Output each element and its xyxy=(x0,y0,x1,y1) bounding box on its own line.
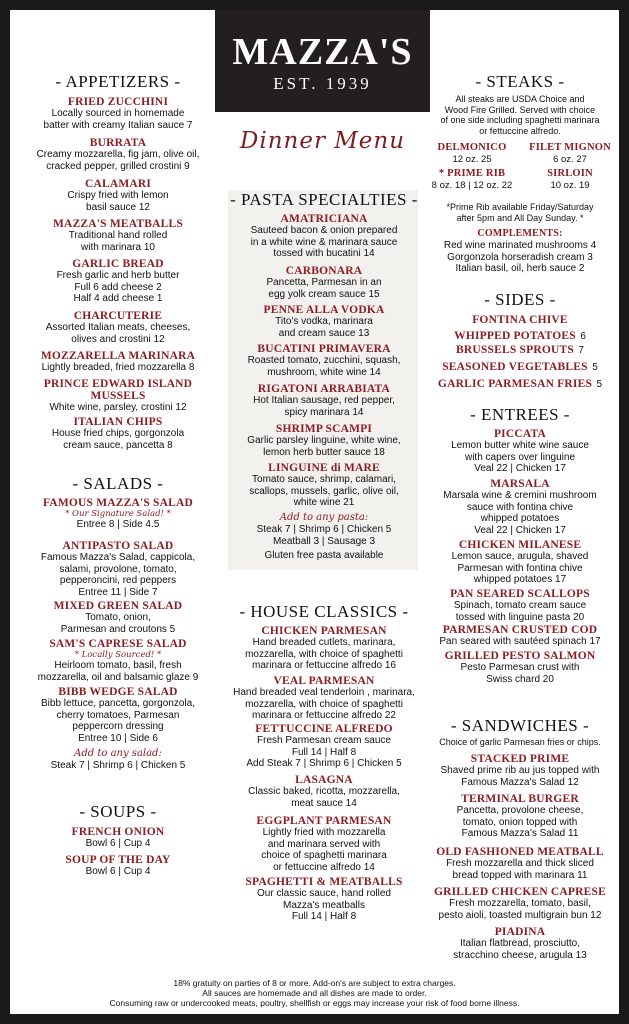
sandwiches-intro xyxy=(422,737,618,748)
item-desc: mozzarella, with choice of spaghetti xyxy=(245,698,403,710)
item-desc: Assorted Italian meats, cheeses, xyxy=(45,322,191,333)
left-column xyxy=(20,10,216,1014)
item-name: GARLIC PARMESAN FRIES xyxy=(437,378,593,390)
item-desc: mozzarella, with choice of spaghetti xyxy=(245,648,403,660)
menu-item xyxy=(422,478,618,536)
item-name: OLD FASHIONED MEATBALL xyxy=(436,846,604,858)
item-desc: spicy marinara 14 xyxy=(284,406,364,418)
item-desc: Veal 22 | Chicken 17 xyxy=(474,463,566,474)
item-desc: white wine 21 xyxy=(293,497,355,508)
menu-item xyxy=(228,723,420,770)
menu-item xyxy=(422,539,618,586)
pasta-addon xyxy=(228,512,420,547)
item-name: VEAL PARMESAN xyxy=(273,675,375,687)
steaks-intro xyxy=(422,94,618,136)
item-price: 8 oz. 18 | 12 oz. 22 xyxy=(431,180,513,191)
item-name-line2: MUSSELS xyxy=(90,390,146,402)
item-desc: batter with creamy Italian sauce 7 xyxy=(43,119,193,131)
item-desc: Full 6 add cheese 2 xyxy=(74,281,162,293)
footer-line: All sauces are homemade and all dishes are made to order. xyxy=(202,988,427,998)
item-desc: Lightly fried with mozzarella xyxy=(262,827,386,838)
sandwiches-heading: - SANDWICHES - xyxy=(450,716,590,735)
steak-item xyxy=(522,142,618,166)
item-desc: Roasted tomato, zucchini, squash, xyxy=(247,355,401,366)
menu-item xyxy=(20,638,216,683)
item-desc: Fresh garlic and herb butter xyxy=(56,270,180,281)
item-desc: Pancetta, Parmesan in an xyxy=(266,277,382,288)
item-desc: pesto aioli, toasted multigrain bun 12 xyxy=(438,909,602,921)
item-name: PICCATA xyxy=(493,428,547,440)
right-column xyxy=(422,10,618,1014)
gluten-note xyxy=(228,550,420,562)
salad-addon xyxy=(20,748,216,772)
item-name: ANTIPASTO SALAD xyxy=(62,540,174,552)
menu-item xyxy=(422,428,618,475)
item-desc: mushroom, white wine 14 xyxy=(267,366,381,378)
item-name: FRIED ZUCCHINI xyxy=(67,96,169,108)
item-desc: basil sauce 12 xyxy=(86,201,150,213)
item-desc: tossed with bucatini 14 xyxy=(273,248,375,259)
item-name: CHARCUTERIE xyxy=(73,310,163,322)
prime-rib-note xyxy=(422,202,618,223)
item-name-line2: WHIPPED POTATOES xyxy=(454,330,576,342)
item-desc: pepperoncini, red peppers xyxy=(59,575,177,586)
item-desc: Entree 11 | Side 7 xyxy=(78,586,158,598)
item-name: SIRLOIN xyxy=(547,168,593,179)
item-name: GRILLED CHICKEN CAPRESE xyxy=(433,886,607,898)
item-name: PRINCE EDWARD ISLAND xyxy=(43,378,193,390)
item-name: MOZZARELLA MARINARA xyxy=(40,350,196,362)
menu-item xyxy=(20,218,216,253)
item-desc: Lemon sauce, arugula, shaved xyxy=(451,551,589,562)
menu-item xyxy=(228,423,420,458)
menu-item xyxy=(20,416,216,451)
menu-page xyxy=(10,10,619,1014)
item-desc: egg yolk cream sauce 15 xyxy=(268,288,380,300)
entrees-heading: - ENTREES - xyxy=(470,405,570,424)
item-desc: or fettuccine alfredo 14 xyxy=(273,861,375,873)
complement-line: Italian basil, oil, herb sauce 2 xyxy=(455,263,585,274)
item-name: MAZZA'S MEATBALLS xyxy=(52,218,184,230)
item-desc: Full 14 | Half 8 xyxy=(291,746,357,758)
item-desc: Add Steak 7 | Shrimp 6 | Chicken 5 xyxy=(246,758,402,769)
item-desc: Traditional hand rolled xyxy=(68,230,168,241)
menu-item xyxy=(20,350,216,374)
item-name: SHRIMP SCAMPI xyxy=(275,423,373,435)
item-name: AMATRICIANA xyxy=(280,213,368,225)
item-desc: Hand breaded veal tenderloin , marinara, xyxy=(233,687,415,698)
item-desc: Tomato sauce, shrimp, calamari, xyxy=(252,474,396,485)
intro-line: or fettuccine alfredo. xyxy=(479,125,561,136)
item-desc: Fresh mozzarella, tomato, basil, xyxy=(449,898,591,909)
menu-item xyxy=(228,213,420,260)
item-desc: Bowl 6 | Cup 4 xyxy=(85,866,151,877)
item-desc: Full 14 | Half 8 xyxy=(291,911,357,922)
item-desc: Fresh Parmesan cream sauce xyxy=(257,735,391,746)
item-desc: Fresh mozzarella and thick sliced xyxy=(446,858,594,869)
classics-heading: - HOUSE CLASSICS - xyxy=(239,602,409,621)
item-desc: Creamy mozzarella, fig jam, olive oil, xyxy=(36,149,200,160)
item-name: CALAMARI xyxy=(84,178,152,190)
item-desc: lemon herb butter sauce 18 xyxy=(263,446,385,458)
item-name: PIADINA xyxy=(494,926,546,938)
item-name: FAMOUS MAZZA'S SALAD xyxy=(42,497,194,509)
item-name: BRUSSELS SPROUTS xyxy=(456,344,574,356)
salads-heading: - SALADS - xyxy=(72,474,164,493)
item-price: 5 xyxy=(592,362,598,373)
item-desc: Swiss chard 20 xyxy=(486,673,554,685)
item-name: CHICKEN MILANESE xyxy=(458,539,582,551)
item-desc: Parmesan with fontina chive xyxy=(457,562,583,574)
item-desc: Locally sourced in homemade xyxy=(51,108,185,119)
addon-text: Steak 7 | Shrimp 6 | Chicken 5 xyxy=(50,760,186,771)
item-desc: Hand breaded cutlets, marinara, xyxy=(252,637,396,648)
item-desc: Half 4 add cheese 1 xyxy=(73,293,163,304)
addon-title: Add to any pasta: xyxy=(279,512,369,523)
menu-item xyxy=(228,876,420,923)
item-name: TERMINAL BURGER xyxy=(461,793,579,805)
side-item xyxy=(422,340,618,358)
item-desc: Tomato, onion, xyxy=(85,612,151,623)
item-name: BUCATINI PRIMAVERA xyxy=(257,343,391,355)
item-desc: stracchino cheese, arugula 13 xyxy=(453,949,587,961)
menu-item xyxy=(422,793,618,840)
item-desc: scallops, mussels, garlic, olive oil, xyxy=(249,485,399,497)
item-note: * Locally Sourced! * xyxy=(74,650,162,660)
item-desc: cracked pepper, grilled crostini 9 xyxy=(46,160,190,172)
menu-item xyxy=(228,462,420,509)
item-name: GARLIC BREAD xyxy=(72,258,164,270)
item-name: RIGATONI ARRABIATA xyxy=(257,383,391,395)
footer-disclaimer xyxy=(10,978,619,1008)
item-desc: Shaved prime rib au jus topped with xyxy=(440,765,600,776)
item-name: SPAGHETTI & MEATBALLS xyxy=(245,876,403,888)
item-desc: Our classic sauce, hand rolled xyxy=(257,888,391,899)
menu-item xyxy=(20,96,216,131)
item-desc: Pesto Parmesan crust with xyxy=(460,662,580,673)
item-desc: Famous Mazza's Salad 12 xyxy=(461,776,579,788)
steak-item xyxy=(418,168,526,192)
soups-heading: - SOUPS - xyxy=(79,802,157,821)
menu-item xyxy=(422,588,618,623)
footer-line: 18% gratuity on parties of 8 or more. Add-on's are subject to extra charges. xyxy=(173,978,456,988)
menu-item xyxy=(20,258,216,305)
item-desc: Pancetta, provolone cheese, xyxy=(456,805,584,816)
item-name: PARMESAN CRUSTED COD xyxy=(442,624,598,636)
item-desc: tossed with linguine pasta 20 xyxy=(455,611,585,623)
item-desc: tomato, onion topped with xyxy=(462,816,578,828)
addon-text: Steak 7 | Shrimp 6 | Chicken 5 xyxy=(256,524,392,535)
menu-item xyxy=(20,310,216,345)
item-name: SAM'S CAPRESE SALAD xyxy=(49,638,187,650)
menu-item xyxy=(228,675,420,722)
restaurant-name: MAZZA'S xyxy=(232,31,413,73)
item-name: DELMONICO xyxy=(437,142,507,153)
item-desc: Parmesan and croutons 5 xyxy=(60,623,176,635)
footer-line: Consuming raw or undercooked meats, poultry, shellfish or eggs may increase your risk of food borne illness. xyxy=(109,998,520,1008)
item-desc: meat sauce 14 xyxy=(291,797,357,809)
menu-item xyxy=(228,265,420,300)
item-name: CARBONARA xyxy=(285,265,363,277)
item-desc: Tito's vodka, marinara xyxy=(275,316,373,327)
intro-line: Choice of garlic Parmesan fries or chips. xyxy=(439,737,601,747)
item-name: STACKED PRIME xyxy=(470,753,570,765)
item-desc: whipped potatoes xyxy=(480,513,560,524)
note-line: *Prime Rib available Friday/Saturday xyxy=(446,202,594,212)
item-name: PENNE ALLA VODKA xyxy=(263,304,385,316)
sides-heading: - SIDES - xyxy=(484,290,556,309)
gluten-text: Gluten free pasta available xyxy=(264,550,384,561)
item-desc: cherry tomatoes, Parmesan xyxy=(56,709,180,721)
item-desc: Famous Mazza's Salad 11 xyxy=(461,828,579,839)
menu-subtitle: Dinner Menu xyxy=(239,128,406,154)
item-desc: salami, provolone, tomato, xyxy=(59,563,177,575)
item-desc: marinara or fettuccine alfredo 22 xyxy=(252,710,396,721)
menu-item xyxy=(20,137,216,172)
item-desc: Lightly breaded, fried mozzarella 8 xyxy=(41,362,195,373)
item-price: 7 xyxy=(578,345,584,356)
item-desc: Hot Italian sausage, red pepper, xyxy=(253,395,395,406)
menu-item xyxy=(422,624,618,648)
menu-item xyxy=(228,815,420,873)
item-name: FONTINA CHIVE xyxy=(472,314,568,326)
item-desc: Entree 10 | Side 6 xyxy=(78,732,158,744)
menu-item xyxy=(228,304,420,339)
item-desc: House fried chips, gorgonzola xyxy=(51,428,185,439)
item-desc: Famous Mazza's Salad, cappicola, xyxy=(40,552,196,563)
item-desc: Garlic parsley linguine, white wine, xyxy=(247,435,401,446)
menu-item xyxy=(20,600,216,635)
menu-item xyxy=(20,686,216,744)
item-desc: in a white wine & marinara sauce xyxy=(250,236,398,248)
item-desc: Pan seared with sautéed spinach 17 xyxy=(439,636,601,647)
item-name: LASAGNA xyxy=(295,774,353,786)
established-year: EST. 1939 xyxy=(273,74,372,93)
complements xyxy=(422,228,618,275)
menu-item xyxy=(422,846,618,881)
item-desc: bread topped with marinara 11 xyxy=(452,869,588,881)
menu-item xyxy=(20,497,216,531)
item-desc: with capers over linguine xyxy=(464,451,576,463)
menu-item xyxy=(228,625,420,672)
item-price: 12 oz. 25 xyxy=(452,154,492,165)
item-desc: Classic baked, ricotta, mozzarella, xyxy=(248,786,400,797)
item-desc: Bibb lettuce, pancetta, gorgonzola, xyxy=(41,698,195,709)
note-line: after 5pm and All Day Sunday. * xyxy=(456,212,584,223)
item-price: 10 oz. 19 xyxy=(550,180,590,191)
menu-item xyxy=(422,753,618,788)
menu-item xyxy=(20,540,216,598)
item-desc: peppercorn dressing xyxy=(72,721,164,732)
item-name: * PRIME RIB xyxy=(438,168,506,179)
item-name: ITALIAN CHIPS xyxy=(73,416,163,428)
steaks-heading: - STEAKS - xyxy=(475,72,565,91)
item-desc: White wine, parsley, crostini 12 xyxy=(49,402,187,413)
pasta-heading: - PASTA SPECIALTIES - xyxy=(230,190,418,209)
complements-title: COMPLEMENTS: xyxy=(477,228,563,239)
side-item xyxy=(422,374,618,392)
menu-item xyxy=(20,378,216,414)
item-desc: marinara or fettuccine alfredo 16 xyxy=(252,660,396,671)
item-name: MIXED GREEN SALAD xyxy=(53,600,183,612)
item-desc: Sauteed bacon & onion prepared xyxy=(250,225,398,236)
item-name: LINGUINE di MARE xyxy=(268,462,380,474)
addon-text: Meatball 3 | Sausage 3 xyxy=(272,535,376,547)
addon-title: Add to any salad: xyxy=(74,748,162,759)
item-desc: and cream sauce 13 xyxy=(278,327,370,339)
item-price: 6 oz. 27 xyxy=(553,154,587,165)
item-price: 5 xyxy=(596,379,603,390)
intro-line: of one side including spaghetti marinara xyxy=(440,115,600,125)
complement-line: Gorgonzola horseradish cream 3 xyxy=(447,251,593,263)
intro-line: All steaks are USDA Choice and xyxy=(455,94,585,104)
item-desc: whipped potatoes 17 xyxy=(473,574,567,585)
item-desc: Marsala wine & cremini mushroom xyxy=(443,490,597,501)
item-desc: choice of spaghetti marinara xyxy=(261,850,387,861)
item-desc: Mazza's meatballs xyxy=(283,899,365,911)
complement-line: Red wine marinated mushrooms 4 xyxy=(443,240,597,251)
item-desc: sauce with fontina chive xyxy=(466,501,574,513)
item-desc: mozzarella, oil and balsamic glaze 9 xyxy=(37,671,199,683)
intro-line: Wood Fire Grilled. Served with choice xyxy=(444,104,596,115)
menu-item xyxy=(20,854,216,878)
item-name: PAN SEARED SCALLOPS xyxy=(450,588,590,600)
menu-item xyxy=(422,886,618,921)
menu-item xyxy=(20,178,216,213)
item-name: MARSALA xyxy=(490,478,550,490)
item-name: GRILLED PESTO SALMON xyxy=(444,650,596,662)
item-desc: Heirloom tomato, basil, fresh xyxy=(54,660,182,671)
item-name: BURRATA xyxy=(89,137,147,149)
menu-item xyxy=(20,826,216,850)
item-desc: Entree 8 | Side 4.5 xyxy=(76,519,160,530)
item-name: EGGPLANT PARMESAN xyxy=(256,815,392,827)
menu-item xyxy=(228,774,420,809)
item-desc: Crispy fried with lemon xyxy=(67,190,169,201)
item-desc: with marinara 10 xyxy=(81,241,155,253)
item-desc: olives and crostini 12 xyxy=(71,333,165,345)
item-desc: Lemon butter white wine sauce xyxy=(451,440,589,451)
item-name: FILET MIGNON xyxy=(529,142,611,153)
appetizers-heading: - APPETIZERS - xyxy=(55,72,181,91)
item-name: FRENCH ONION xyxy=(71,826,165,838)
middle-column xyxy=(228,10,420,1014)
item-price: 6 xyxy=(580,331,586,342)
item-desc: Spinach, tomato cream sauce xyxy=(453,600,587,611)
menu-item xyxy=(228,343,420,378)
menu-item xyxy=(228,383,420,418)
steak-item xyxy=(424,142,520,166)
menu-item xyxy=(422,650,618,685)
item-note: * Our Signature Salad! * xyxy=(65,509,171,519)
item-name: SEASONED VEGETABLES xyxy=(442,361,588,373)
item-desc: cream sauce, pancetta 8 xyxy=(63,439,173,451)
item-desc: and marinara served with xyxy=(267,838,381,850)
item-desc: Bowl 6 | Cup 4 xyxy=(85,838,151,849)
steak-item xyxy=(522,168,618,192)
item-name: BIBB WEDGE SALAD xyxy=(58,686,178,698)
item-name: CHICKEN PARMESAN xyxy=(261,625,387,637)
item-name: SOUP OF THE DAY xyxy=(65,854,171,866)
menu-item xyxy=(422,926,618,961)
item-name: FETTUCCINE ALFREDO xyxy=(255,723,393,735)
item-desc: Italian flatbread, prosciutto, xyxy=(459,938,581,949)
side-item xyxy=(422,357,618,375)
item-desc: Veal 22 | Chicken 17 xyxy=(474,524,566,536)
